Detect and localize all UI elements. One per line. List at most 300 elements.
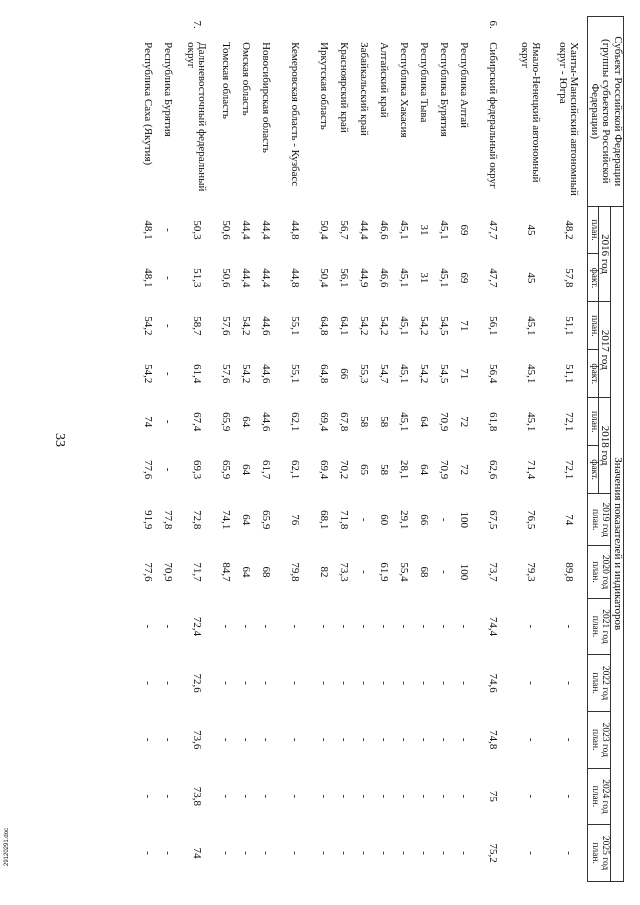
value-cell: 31 bbox=[417, 224, 430, 236]
value-cell: 77,6 bbox=[141, 459, 154, 480]
value-cell: 50,6 bbox=[219, 220, 232, 240]
value-cell: 79,3 bbox=[524, 562, 537, 582]
value-cell: - bbox=[437, 517, 450, 522]
value-cell: - bbox=[219, 624, 232, 629]
value-cell: 65,9 bbox=[219, 412, 232, 432]
value-cell: 64 bbox=[417, 464, 430, 476]
value-cell: 50,6 bbox=[219, 268, 232, 288]
value-cell: 54,5 bbox=[437, 364, 450, 384]
value-cell: 74,8 bbox=[486, 730, 499, 750]
value-cell: 44,6 bbox=[259, 412, 272, 432]
value-cell: - bbox=[317, 851, 330, 855]
value-cell: 44,4 bbox=[239, 268, 252, 288]
table-row bbox=[177, 17, 215, 882]
value-cell: - bbox=[337, 794, 350, 799]
row-number bbox=[333, 17, 353, 37]
value-cell: - bbox=[377, 681, 390, 685]
value-cell: - bbox=[417, 624, 430, 629]
value-cell: 61,4 bbox=[190, 364, 203, 384]
region-name: Республика Саха (Якутия) bbox=[141, 42, 154, 166]
table-row bbox=[353, 17, 373, 882]
region-name: Ханты-Мансийский автономный округ - Югра bbox=[556, 42, 581, 196]
fact-header: факт. bbox=[587, 254, 598, 302]
value-cell: - bbox=[457, 794, 470, 799]
value-cell: - bbox=[337, 737, 350, 742]
year-2025-header: 2025 год план. bbox=[587, 825, 611, 882]
value-cell: 31 bbox=[417, 272, 430, 284]
value-cell: 46,6 bbox=[377, 268, 390, 288]
value-cell: 57,6 bbox=[219, 364, 232, 384]
value-cell: 100 bbox=[457, 511, 470, 528]
table-row bbox=[393, 17, 413, 882]
value-cell: 64,1 bbox=[337, 316, 350, 336]
value-cell: 75,2 bbox=[486, 843, 499, 863]
row-number bbox=[549, 17, 588, 37]
value-cell: - bbox=[239, 624, 252, 629]
value-cell: - bbox=[317, 681, 330, 685]
value-cell: 73,7 bbox=[486, 562, 499, 582]
value-cell: 55,1 bbox=[288, 364, 301, 384]
value-cell: 55,4 bbox=[397, 562, 410, 582]
region-name: Дальневосточный федеральный округ bbox=[184, 42, 209, 192]
value-cell: 72,8 bbox=[190, 510, 203, 530]
plan-header: план. bbox=[587, 302, 598, 350]
value-cell: 45,1 bbox=[397, 364, 410, 384]
year-2020-header: 2020 год план. bbox=[587, 546, 611, 598]
value-cell: 71,4 bbox=[524, 459, 537, 480]
value-cell: 77,8 bbox=[161, 510, 174, 530]
value-cell: 72 bbox=[457, 464, 470, 476]
value-cell: - bbox=[357, 851, 370, 855]
value-cell: 72 bbox=[457, 416, 470, 428]
value-cell: - bbox=[288, 794, 301, 799]
value-cell: 74,1 bbox=[219, 510, 232, 530]
value-cell: - bbox=[239, 737, 252, 742]
value-cell: 45,1 bbox=[397, 220, 410, 240]
year-2019-header: 2019 год план. bbox=[587, 494, 611, 546]
value-cell: - bbox=[357, 794, 370, 799]
value-cell: 74 bbox=[190, 847, 203, 859]
value-cell: 69 bbox=[457, 224, 470, 236]
value-cell: - bbox=[437, 681, 450, 685]
value-cell: - bbox=[562, 737, 575, 742]
value-cell: 82 bbox=[317, 566, 330, 578]
value-cell: 65,9 bbox=[219, 459, 232, 480]
value-cell: 54,2 bbox=[377, 316, 390, 336]
table-row bbox=[333, 17, 353, 882]
value-cell: 61,9 bbox=[377, 562, 390, 582]
value-cell: 71 bbox=[457, 368, 470, 380]
row-number bbox=[373, 17, 393, 37]
value-cell: 45 bbox=[524, 272, 537, 284]
value-cell: - bbox=[161, 324, 174, 328]
value-cell: 79,8 bbox=[288, 562, 301, 582]
value-cell: 71,8 bbox=[337, 510, 350, 530]
row-number bbox=[215, 17, 235, 37]
value-cell: - bbox=[161, 624, 174, 629]
value-cell: 72,6 bbox=[190, 673, 203, 693]
value-cell: 69,3 bbox=[190, 459, 203, 480]
value-cell: 45,1 bbox=[437, 268, 450, 288]
value-cell: 74 bbox=[141, 416, 154, 428]
value-cell: 74,4 bbox=[486, 616, 499, 637]
value-cell: 67,8 bbox=[337, 412, 350, 432]
value-cell: 69,4 bbox=[317, 412, 330, 432]
value-cell: 72,4 bbox=[190, 616, 203, 637]
value-cell: 64,8 bbox=[317, 316, 330, 336]
value-cell: - bbox=[239, 681, 252, 685]
value-cell: 50,3 bbox=[190, 220, 203, 240]
value-cell: 29,1 bbox=[397, 510, 410, 530]
table-row bbox=[157, 17, 177, 882]
value-cell: 73,8 bbox=[190, 786, 203, 806]
region-name: Красноярский край bbox=[337, 42, 350, 133]
value-cell: 64 bbox=[239, 464, 252, 476]
value-cell: 56,7 bbox=[337, 220, 350, 240]
value-cell: - bbox=[219, 851, 232, 855]
table-row bbox=[473, 17, 511, 882]
value-cell: 75 bbox=[486, 790, 499, 802]
table-body bbox=[137, 17, 588, 882]
value-cell: 57,6 bbox=[219, 316, 232, 336]
value-cell: 51,1 bbox=[562, 316, 575, 336]
value-cell: 74 bbox=[562, 514, 575, 526]
value-cell: 68,1 bbox=[317, 510, 330, 530]
region-name: Республика Бурятия bbox=[437, 42, 450, 137]
value-cell: 44,4 bbox=[259, 220, 272, 240]
region-name: Новосибирская область bbox=[259, 42, 272, 153]
value-cell: 71 bbox=[457, 320, 470, 332]
value-cell: - bbox=[357, 517, 370, 522]
value-cell: - bbox=[357, 737, 370, 742]
value-cell: - bbox=[524, 624, 537, 629]
row-number bbox=[157, 17, 177, 37]
table-row bbox=[255, 17, 275, 882]
region-name: Алтайский край bbox=[377, 42, 390, 118]
value-cell: - bbox=[457, 681, 470, 685]
value-cell: 55,1 bbox=[288, 316, 301, 336]
value-cell: 47,7 bbox=[486, 220, 499, 240]
value-cell: - bbox=[524, 681, 537, 685]
value-cell: 71,7 bbox=[190, 562, 203, 582]
table-row bbox=[453, 17, 473, 882]
value-cell: - bbox=[141, 851, 154, 855]
value-cell: - bbox=[524, 737, 537, 742]
value-cell: 89,8 bbox=[562, 562, 575, 582]
value-cell: 56,1 bbox=[486, 316, 499, 336]
row-number bbox=[413, 17, 433, 37]
value-cell: - bbox=[397, 737, 410, 742]
value-cell: 56,1 bbox=[337, 268, 350, 288]
value-cell: - bbox=[337, 851, 350, 855]
value-cell: 50,4 bbox=[317, 220, 330, 240]
value-cell: - bbox=[141, 681, 154, 685]
value-cell: 56,4 bbox=[486, 364, 499, 384]
value-cell: 76,5 bbox=[524, 510, 537, 530]
value-cell: 73,3 bbox=[337, 562, 350, 582]
value-cell: - bbox=[562, 681, 575, 685]
year-2018-header: 2018 год bbox=[598, 398, 611, 494]
value-cell: - bbox=[161, 419, 174, 424]
value-cell: - bbox=[377, 851, 390, 855]
value-cell: 70,9 bbox=[437, 412, 450, 432]
region-name: Забайкальский край bbox=[357, 42, 370, 136]
value-cell: - bbox=[288, 624, 301, 629]
region-name: Республика Тыва bbox=[417, 42, 430, 123]
value-cell: 44,4 bbox=[239, 220, 252, 240]
value-cell: 65,9 bbox=[259, 510, 272, 530]
value-cell: - bbox=[562, 624, 575, 629]
value-cell: 68 bbox=[417, 566, 430, 578]
value-cell: - bbox=[141, 794, 154, 799]
value-cell: 45,1 bbox=[397, 268, 410, 288]
value-cell: - bbox=[437, 737, 450, 742]
region-name: Иркутская область bbox=[317, 42, 330, 130]
value-cell: 68 bbox=[259, 566, 272, 578]
table-row bbox=[413, 17, 433, 882]
subject-header: Субъект Российской Федерации (группы субъектов Российской Федерации) bbox=[587, 17, 623, 207]
value-cell: 44,8 bbox=[288, 220, 301, 240]
row-number bbox=[453, 17, 473, 37]
year-2022-header: 2022 год план. bbox=[587, 655, 611, 712]
value-cell: - bbox=[317, 737, 330, 742]
value-cell: 50,4 bbox=[317, 268, 330, 288]
value-cell: - bbox=[417, 851, 430, 855]
row-number bbox=[235, 17, 255, 37]
region-name: Республика Алтай bbox=[457, 42, 470, 128]
table-row bbox=[511, 17, 549, 882]
region-name: Кемеровская область - Кузбасс bbox=[288, 42, 301, 187]
value-cell: 44,6 bbox=[259, 364, 272, 384]
value-cell: 48,1 bbox=[141, 268, 154, 288]
value-cell: - bbox=[288, 737, 301, 742]
region-name: Омская область bbox=[239, 42, 252, 116]
value-cell: 54,5 bbox=[437, 316, 450, 336]
value-cell: - bbox=[259, 794, 272, 799]
value-cell: 57,8 bbox=[562, 268, 575, 288]
value-cell: - bbox=[397, 624, 410, 629]
value-cell: - bbox=[437, 570, 450, 574]
value-cell: 64 bbox=[239, 514, 252, 526]
value-cell: - bbox=[397, 794, 410, 799]
value-cell: - bbox=[457, 737, 470, 742]
value-cell: 45,1 bbox=[397, 316, 410, 336]
year-2023-header: 2023 год план. bbox=[587, 711, 611, 768]
region-name: Томская область bbox=[219, 42, 232, 119]
value-cell: 100 bbox=[457, 563, 470, 581]
value-cell: 60 bbox=[377, 514, 390, 526]
value-cell: - bbox=[377, 794, 390, 799]
value-cell: - bbox=[417, 681, 430, 685]
value-cell: - bbox=[377, 624, 390, 629]
value-cell: 64,8 bbox=[317, 364, 330, 384]
value-cell: - bbox=[357, 624, 370, 629]
value-cell: - bbox=[397, 851, 410, 855]
value-cell: - bbox=[397, 681, 410, 685]
region-name: Ямало-Ненецкий автономный округ bbox=[518, 42, 543, 183]
table-row bbox=[137, 17, 157, 882]
value-cell: - bbox=[317, 794, 330, 799]
value-cell: 66 bbox=[337, 368, 350, 380]
value-cell: - bbox=[239, 851, 252, 855]
fact-header: факт. bbox=[587, 350, 598, 398]
table-row bbox=[275, 17, 313, 882]
row-number bbox=[511, 17, 549, 37]
row-number bbox=[275, 17, 313, 37]
value-cell: 45,1 bbox=[397, 412, 410, 432]
plan-header: план. bbox=[587, 398, 598, 446]
value-cell: 48,1 bbox=[141, 220, 154, 240]
value-cell: - bbox=[219, 681, 232, 685]
value-cell: - bbox=[161, 228, 174, 232]
value-cell: - bbox=[377, 737, 390, 742]
indicator-table bbox=[137, 16, 624, 882]
value-cell: 54,2 bbox=[239, 364, 252, 384]
table-row bbox=[373, 17, 393, 882]
value-cell: 45 bbox=[524, 224, 537, 236]
value-cell: - bbox=[417, 794, 430, 799]
value-cell: 48,2 bbox=[562, 220, 575, 240]
value-cell: 54,2 bbox=[417, 316, 430, 336]
value-cell: - bbox=[562, 851, 575, 855]
value-cell: 44,4 bbox=[357, 220, 370, 240]
table-row bbox=[215, 17, 235, 882]
row-number: 7. bbox=[190, 20, 203, 29]
value-cell: 58 bbox=[377, 464, 390, 476]
table-row bbox=[549, 17, 588, 882]
value-cell: 72,1 bbox=[562, 412, 575, 432]
value-cell: - bbox=[161, 276, 174, 280]
value-cell: 67,5 bbox=[486, 510, 499, 530]
value-cell: - bbox=[524, 794, 537, 799]
value-cell: 77,6 bbox=[141, 562, 154, 582]
value-cell: 70,9 bbox=[437, 459, 450, 480]
value-cell: 70,2 bbox=[337, 459, 350, 480]
value-cell: - bbox=[417, 737, 430, 742]
value-cell: 58,7 bbox=[190, 316, 203, 336]
row-number bbox=[433, 17, 453, 37]
value-cell: 54,2 bbox=[357, 316, 370, 336]
table-row bbox=[235, 17, 255, 882]
plan-header: план. bbox=[587, 206, 598, 254]
region-name: Республика Бурятия bbox=[161, 42, 174, 137]
value-cell: - bbox=[259, 851, 272, 855]
value-cell: 64 bbox=[239, 566, 252, 578]
value-cell: 72,1 bbox=[562, 459, 575, 480]
value-cell: 44,4 bbox=[259, 268, 272, 288]
value-cell: 45,1 bbox=[524, 364, 537, 384]
value-cell: 61,8 bbox=[486, 412, 499, 432]
value-cell: 76 bbox=[288, 514, 301, 526]
indicators-header: Значения показателей и индикаторов bbox=[611, 206, 624, 881]
value-cell: - bbox=[357, 681, 370, 685]
value-cell: 45,1 bbox=[437, 220, 450, 240]
table-row bbox=[433, 17, 453, 882]
row-number: 6. bbox=[486, 20, 499, 29]
table-row bbox=[313, 17, 333, 882]
value-cell: 74,6 bbox=[486, 673, 499, 693]
value-cell: 45,1 bbox=[524, 412, 537, 432]
value-cell: 64 bbox=[417, 416, 430, 428]
page-number: 33 bbox=[52, 433, 67, 447]
value-cell: - bbox=[161, 467, 174, 472]
fact-header: факт. bbox=[587, 446, 598, 494]
value-cell: - bbox=[161, 737, 174, 742]
value-cell: 66 bbox=[417, 514, 430, 526]
value-cell: 65 bbox=[357, 464, 370, 476]
value-cell: 62,6 bbox=[486, 459, 499, 480]
value-cell: - bbox=[337, 624, 350, 629]
value-cell: 64 bbox=[239, 416, 252, 428]
value-cell: - bbox=[161, 371, 174, 376]
value-cell: 70,9 bbox=[161, 562, 174, 582]
value-cell: 47,7 bbox=[486, 268, 499, 288]
value-cell: - bbox=[239, 794, 252, 799]
value-cell: - bbox=[437, 851, 450, 855]
value-cell: 84,7 bbox=[219, 562, 232, 582]
value-cell: - bbox=[357, 570, 370, 574]
value-cell: - bbox=[161, 794, 174, 799]
row-number bbox=[255, 17, 275, 37]
value-cell: 44,9 bbox=[357, 268, 370, 288]
value-cell: 91,9 bbox=[141, 510, 154, 530]
region-name: Сибирский федеральный округ bbox=[486, 42, 499, 189]
row-number bbox=[313, 17, 333, 37]
value-cell: - bbox=[219, 794, 232, 799]
value-cell: - bbox=[437, 624, 450, 629]
value-cell: 69,4 bbox=[317, 459, 330, 480]
value-cell: - bbox=[457, 851, 470, 855]
value-cell: - bbox=[141, 737, 154, 742]
year-2021-header: 2021 год план. bbox=[587, 598, 611, 655]
value-cell: 46,6 bbox=[377, 220, 390, 240]
value-cell: 54,2 bbox=[141, 364, 154, 384]
value-cell: 54,7 bbox=[377, 364, 390, 384]
value-cell: - bbox=[288, 851, 301, 855]
region-name: Республика Хакасия bbox=[397, 42, 410, 138]
value-cell: - bbox=[562, 794, 575, 799]
value-cell: - bbox=[161, 681, 174, 685]
value-cell: 61,7 bbox=[259, 459, 272, 480]
year-2017-header: 2017 год bbox=[598, 302, 611, 398]
value-cell: - bbox=[259, 624, 272, 629]
value-cell: 51,1 bbox=[562, 364, 575, 384]
value-cell: - bbox=[288, 681, 301, 685]
value-cell: - bbox=[219, 737, 232, 742]
value-cell: 54,2 bbox=[141, 316, 154, 336]
value-cell: 44,8 bbox=[288, 268, 301, 288]
value-cell: 51,3 bbox=[190, 268, 203, 288]
value-cell: - bbox=[524, 851, 537, 855]
value-cell: 67,4 bbox=[190, 412, 203, 432]
value-cell: 54,2 bbox=[239, 316, 252, 336]
value-cell: - bbox=[141, 624, 154, 629]
value-cell: 28,1 bbox=[397, 459, 410, 480]
year-2024-header: 2024 год план. bbox=[587, 768, 611, 825]
value-cell: - bbox=[161, 851, 174, 855]
value-cell: - bbox=[259, 737, 272, 742]
value-cell: - bbox=[437, 794, 450, 799]
value-cell: 45,1 bbox=[524, 316, 537, 336]
value-cell: - bbox=[337, 681, 350, 685]
value-cell: 58 bbox=[377, 416, 390, 428]
value-cell: 54,2 bbox=[417, 364, 430, 384]
value-cell: 62,1 bbox=[288, 459, 301, 480]
value-cell: 44,6 bbox=[259, 316, 272, 336]
value-cell: 55,3 bbox=[357, 364, 370, 384]
value-cell: 62,1 bbox=[288, 412, 301, 432]
row-number bbox=[393, 17, 413, 37]
